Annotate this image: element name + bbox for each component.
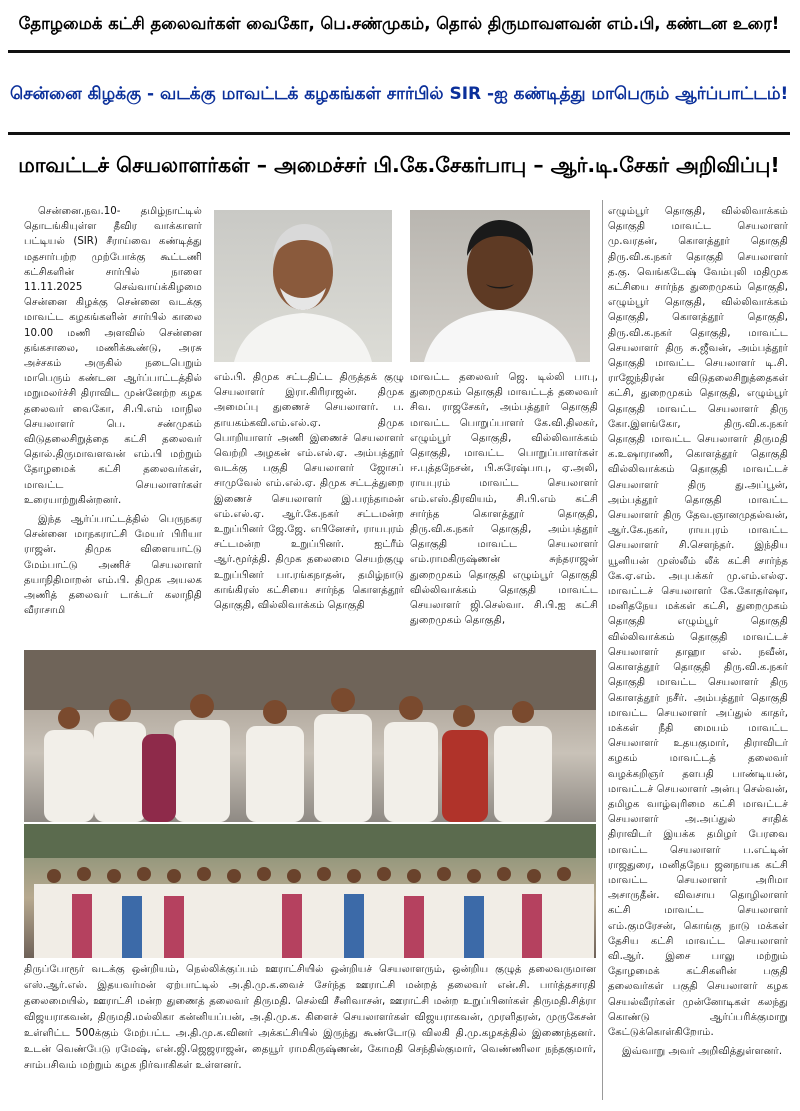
column-divider: [602, 200, 603, 1100]
article-column-3: [410, 370, 598, 648]
main-headline: சென்னை கிழக்கு - வடக்கு மாவட்டக் கழகங்கள் சார்பில் SIR -ஐ கண்டித்து மாபெரும் ஆர்ப்பாட்டம்!: [10, 84, 788, 104]
headline-rule-1: [8, 50, 790, 53]
photo-caption: [24, 962, 596, 1106]
article-column-4: [608, 204, 788, 1102]
caption-text: திருப்போரூர் வடக்கு ஒன்றியம், நெல்லிக்குப்பம் ஊராட்சியில் ஒன்றியச் செயலாளரும், ஒன்றிய குழுத் தலைவருமான எஸ்.ஆர்.எல். இதயவர்மன் ஏற்பாட்டில் அ.தி.மு.க.வைச் சேர்ந்த ஊராட்சி மன்றத் தலைவர் என்.சி. பார்த்தசாரதி தலைமையில், ஊராட்சி மன்ற துணைத் தலைவர் திருமதி. செல்வி சீனிவாசன், ஊராட்சி மன்ற உறுப்பினர்கள் திருமதி.சித்ரா விஜயராகவன், திருமதி.மல்லிகா கன்னியப்பன், அ.தி.மு.க. கிளைச் செயலாளர்கள் விஜயராகவன், முரளிதரன், முருகேசன் உள்ளிட்ட 500க்கும் மேற்பட்ட அ.தி.மு.க.வினர் அக்கட்சியில் இருந்து கூண்டோடு விலகி தி.மு.கழகத்தில் இணைந்தனர். உடன் வெண்பேடு ரமேஷ், என்.ஜி.ஜெஜராஜன், தையூர் ராமகிருஷ்ணன், கோமதி செந்தில்குமார், வெண்ணிலா நந்தகுமார், சாம்பசிவம் மற்றும் கழக நிர்வாகிகள் உள்ளனர்.: [24, 964, 596, 1071]
paragraph: இந்த ஆர்ப்பாட்டத்தில் பெருநகர சென்னை மாநகராட்சி மேயர் பிரியா ராஜன். திமுக விளையாட்டு மேம்பாட்டு அணிச் செயலாளர் தயாநிதிமாறன் எம்.பி. திமுக அயலக அணித் தலைவர் டாக்டர் கலாநிதி வீராசாமி: [24, 514, 202, 617]
paragraph: இவ்வாறு அவர் அறிவித்துள்ளனர்.: [622, 1046, 783, 1058]
top-headline: தோழமைக் கட்சி தலைவர்கள் வைகோ, பெ.சண்முகம், தொல் திருமாவளவன் எம்.பி, கண்டன உரை!: [18, 14, 780, 33]
paragraph: எழும்பூர் தொகுதி, வில்லிவாக்கம் தொகுதி மாவட்ட செயலாளர் மு.வரதன், கொளத்தூர் தொகுதி திரு.வி.க.நகர் தொகுதி செயலாளர் த.கு. வெங்கடேஷ் வேம்புலி மதிமுக கட்சியை சார்ந்த துறைமுகம் தொகுதி, எழும்பூர் தொகுதி, வில்லிவாக்கம் தொகுதி, கொளத்தூர் தொகுதி, திரு.வி.க.நகர் தொகுதி, மாவட்ட செயலாளர் திரு சு.ஜீவன், அம்பத்தூர் தொகுதி மாவட்ட செயலாளர் டி.சி. ராஜேந்திரன் விடுதலைசிறுத்தைகள் கட்சி, துறைமுகம் தொகுதி, எழும்பூர் தொகுதி மாவட்ட செயலாளர் திரு கோ.இளங்கோ, திரு.வி.க.நகர் தொகுதி மாவட்ட செயலாளர் திருமதி க.உஷாராணி, கொளத்தூர் தொகுதி வில்லிவாக்கம் தொகுதி மாவட்டச் செயலாளர் திரு து.அப்பூன், அம்பத்தூர் தொகுதி மாவட்ட செயலாளர் திரு தேவ.ஞானமுதல்வன், ஆர்.கே.நகர், ராயபுரம் மாவட்ட செயலாளர் சி.சௌந்தர். இந்திய யூனியன் முஸ்லீம் லீக் கட்சி சார்ந்த கே.ஏ.எம். அபுபக்கர் மு.எம்.எல்ஏ. மாவட்டச் செயலாளர் கே.கோதர்ஷா, மனிதநேய மக்கள் கட்சி, துறைமுகம் தொகுதி எழும்பூர் தொகுதி வில்லிவாக்கம் தொகுதி மாவட்டச் செயலாளர் தாஹா எல். நவீன், கொளத்தூர் தொகுதி திரு.வி.க.நகர் தொகுதி மாவட்ட செயலாளர் திரு கொளத்தூர் நசீர். அம்பத்தூர் தொகுதி மாவட்ட செயலாளர் அப்துல் காதர், மக்கள் நீதி மையம் மாவட்ட செயலாளர் உதயகுமார், திராவிடர் கழகம் மாவட்டத் தலைவர் வழக்கறிஞர் தளபதி பாண்டியன், மாவட்டச் செயலாளர் அன்பு செல்வன், தமிழக வாழ்வுரிமை கட்சி மாவட்டச் செயலாளர் அ.அப்துல் சாதிக் திராவிடர் இயக்க தமிழர் பேரவை மாவட்ட செயலாளர் ப.எட்டின் ராஜதுரை, மனிதநேய ஜனநாயக கட்சி மாவட்ட செயலாளர் அரிமா அசாருதீன். விவசாய தொழிலாளர் கட்சி மாவட்ட செயலாளர் எம்.குமரேசன், கொங்கு நாடு மக்கள் தேசிய கட்சி மாவட்ட செயலாளர் வி.ஆர். இசை பாலு மற்றும் தோழமைக் கட்சிகளின் பகுதி தலைவர்கள் பகுதி செயலாளர் கழக செயல்வீரர்கள் முன்னோடிகள் கலந்து கொண்டு ஆர்ப்பரிக்குமாறு கேட்டுக்கொள்கிறோம்.: [608, 206, 788, 1038]
paragraph: எம்.பி. திமுக சட்டதிட்ட திருத்தக் குழு செயலாளர் இரா.கிரிராஜன். திமுக அமைப்பு துணைச் செயலாளர். ப. தாயகம்கவி.எம்.எல்.ஏ. திமுக பொறியாளர் அணி இணைச் செயலாளர் வெற்றி அழகன் எம்.எல்.ஏ. அம்பத்தூர் வடக்கு பகுதி செயலாளர் ஜோசப் சாமுவேல் எம்.எல்.ஏ. திமுக சட்டத்துறை இணைச் செயலாளர் இ.பரந்தாமன் எம்.எல்.ஏ. ஆர்.கே.நகர் சட்டமன்ற உறுப்பினர் ஜே.ஜே. எபினேசர், ராயபுரம் சட்டமன்ற உறுப்பினர். ஐட்ரீம் ஆர்.மூர்த்தி. திமுக தலைமை செயற்குழு உறுப்பினர் பா.ரங்கநாதன், தமிழ்நாடு காங்கிரஸ் கட்சியை சார்ந்த கொளத்தூர் தொகுதி, வில்லிவாக்கம் தொகுதி: [214, 372, 404, 612]
paragraph: சென்னை.நவ.10- தமிழ்நாட்டில் தொடங்கியுள்ள தீவிர வாக்காளர் பட்டியல் (SIR) சீராய்வை கண்டித்து மதசார்பற்ற முற்போக்கு கூட்டணி கட்சிகளின் சார்பில் நாளை 11.11.2025 செவ்வாய்க்கிழமை சென்னை கிழக்கு சென்னை வடக்கு மாவட்ட கழகங்களின் சார்பில் காலை 10.00 மணி அளவில் சென்னை தங்கசாலை, மணிக்கூண்டு, அரசு அச்சகம் அருகில் நடைபெறும் மாபெரும் கண்டன ஆர்ப்பாட்டத்தில் மறுமலர்ச்சி திராவிட முன்னேற்ற கழக தலைவர் வைகோ, சி.பி.எம் மாநில செயலாளர் பெ. சண்முகம் விடுதலைசிறுத்தை கட்சி தலைவர் தொல்.திருமாவளவன் எம்.பி மற்றும் தோழமைக் கட்சி தலைவர்கள், மாவட்ட செயலாளர்கள் உரையாற்றுகின்றனர்.: [24, 206, 202, 506]
headline-rule-2: [8, 132, 790, 135]
portrait-photo-2: [410, 210, 590, 362]
group-photo-1: [24, 650, 596, 822]
article-column-2: [214, 370, 404, 648]
article-column-1: [24, 204, 202, 644]
paragraph: மாவட்ட தலைவர் ஜெ. டில்லி பாபு, துறைமுகம் தொகுதி மாவட்டத் தலைவர் சிவ. ராஜசேகர், அம்பத்தூர் தொகுதி மாவட்ட பொறுப்பாளர் கே.வி.திலகர், எழும்பூர் தொகுதி, வில்லிவாக்கம் தொகுதி, மாவட்ட பொறுப்பாளர்கள் ஈ.புத்தநேசன், பி.சுரேஷ்பாபு, ஏ.அலி, ராயபுரம் மாவட்ட செயலாளர் எம்.எஸ்.திரவியம், சி.பி.எம் கட்சி சார்ந்த கொளத்தூர் தொகுதி, திரு.வி.க.நகர் தொகுதி, அம்பத்தூர் தொகுதி மாவட்ட செயலாளர் எம்.ராமகிருஷ்ணன் சுந்தராஜன் துறைமுகம் தொகுதி எழும்பூர் தொகுதி வில்லிவாக்கம் தொகுதி மாவட்ட செயலாளர் ஜி.செல்வா. சி.பி.ஐ கட்சி துறைமுகம் தொகுதி,: [410, 372, 598, 627]
portrait-photo-1: [214, 210, 392, 362]
group-photo-2: [24, 824, 596, 958]
sub-headline: மாவட்டச் செயலாளர்கள் – அமைச்சர் பி.கே.சேகர்பாபு – ஆர்.டி.சேகர் அறிவிப்பு!: [18, 153, 780, 177]
